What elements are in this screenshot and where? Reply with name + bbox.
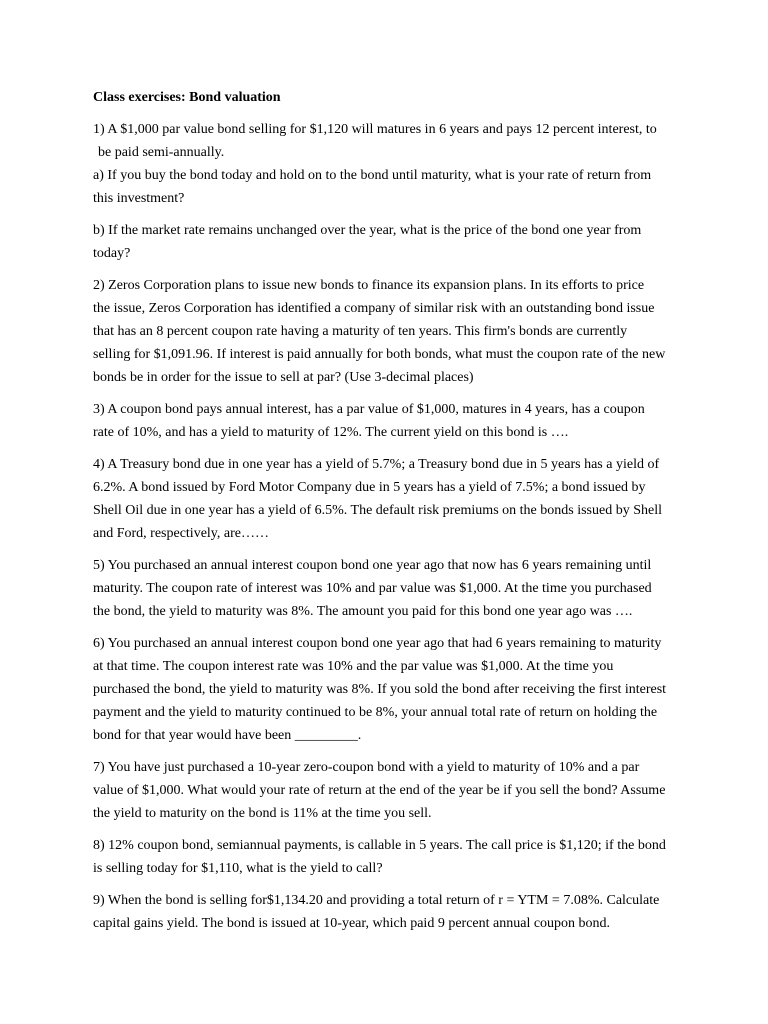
question-2-line: bonds be in order for the issue to sell at par? (Use 3-decimal places) (93, 370, 474, 385)
question-2-line: that has an 8 percent coupon rate having a maturity of ten years. This firm's bonds are currently (93, 324, 628, 339)
question-1-intro-line-1: 1) A $1,000 par value bond selling for $1,120 will matures in 6 years and pays 12 percent interest, to (93, 122, 657, 137)
question-3 (93, 398, 678, 444)
question-1b-line-2: today? (93, 246, 131, 261)
question-8-line: is selling today for $1,110, what is the yield to call? (93, 861, 383, 876)
question-1b-line-1: b) If the market rate remains unchanged over the year, what is the price of the bond one year from (93, 223, 642, 238)
question-6-line: bond for that year would have been _________. (93, 728, 362, 743)
question-1a (93, 164, 678, 210)
question-7-line: the yield to maturity on the bond is 11% at the time you sell. (93, 806, 432, 821)
question-7 (93, 756, 678, 825)
question-1 (93, 118, 678, 265)
question-8 (93, 834, 678, 880)
document-page (93, 86, 678, 944)
question-9-line: capital gains yield. The bond is issued at 10-year, which paid 9 percent annual coupon bond. (93, 916, 611, 931)
question-6-line: purchased the bond, the yield to maturity was 8%. If you sold the bond after receiving the first interest (93, 682, 667, 697)
question-6 (93, 632, 678, 747)
question-7-line: 7) You have just purchased a 10-year zero-coupon bond with a yield to maturity of 10% and a par (93, 760, 640, 775)
question-4-line: and Ford, respectively, are…… (93, 526, 269, 541)
question-4 (93, 453, 678, 545)
question-2-line: selling for $1,091.96. If interest is paid annually for both bonds, what must the coupon rate of the new (93, 347, 666, 362)
question-5-line: 5) You purchased an annual interest coupon bond one year ago that now has 6 years remaining until (93, 558, 652, 573)
question-1a-line-1: a) If you buy the bond today and hold on to the bond until maturity, what is your rate of return from (93, 168, 652, 183)
document-title: Class exercises: Bond valuation (93, 90, 281, 105)
question-8-line: 8) 12% coupon bond, semiannual payments, is callable in 5 years. The call price is $1,120; if the bond (93, 838, 666, 853)
question-9-line: 9) When the bond is selling for$1,134.20 and providing a total return of r = YTM = 7.08%. Calculate (93, 893, 660, 908)
question-7-line: value of $1,000. What would your rate of return at the end of the year be if you sell the bond? Assume (93, 783, 666, 798)
question-6-line: 6) You purchased an annual interest coupon bond one year ago that had 6 years remaining to maturity (93, 636, 662, 651)
question-2-line: the issue, Zeros Corporation has identified a company of similar risk with an outstanding bond issue (93, 301, 655, 316)
question-1-intro (93, 118, 678, 164)
question-4-line: 6.2%. A bond issued by Ford Motor Company due in 5 years has a yield of 7.5%; a bond issued by (93, 480, 646, 495)
question-1-intro-line-2: be paid semi-annually. (98, 145, 225, 160)
question-4-line: 4) A Treasury bond due in one year has a yield of 5.7%; a Treasury bond due in 5 years has a yield of (93, 457, 660, 472)
question-3-line: 3) A coupon bond pays annual interest, has a par value of $1,000, matures in 4 years, has a coupon (93, 402, 645, 417)
question-3-line: rate of 10%, and has a yield to maturity of 12%. The current yield on this bond is …. (93, 425, 569, 440)
question-1b (93, 219, 678, 265)
question-9 (93, 889, 678, 935)
question-6-line: at that time. The coupon interest rate was 10% and the par value was $1,000. At the time you (93, 659, 614, 674)
question-5 (93, 554, 678, 623)
question-2 (93, 274, 678, 389)
question-5-line: maturity. The coupon rate of interest was 10% and par value was $1,000. At the time you purchased (93, 581, 652, 596)
question-2-line: 2) Zeros Corporation plans to issue new bonds to finance its expansion plans. In its efforts to price (93, 278, 645, 293)
question-6-line: payment and the yield to maturity continued to be 8%, your annual total rate of return on holding the (93, 705, 658, 720)
question-4-line: Shell Oil due in one year has a yield of 6.5%. The default risk premiums on the bonds issued by Shell (93, 503, 662, 518)
question-5-line: the bond, the yield to maturity was 8%. The amount you paid for this bond one year ago was …. (93, 604, 633, 619)
question-1a-line-2: this investment? (93, 191, 185, 206)
